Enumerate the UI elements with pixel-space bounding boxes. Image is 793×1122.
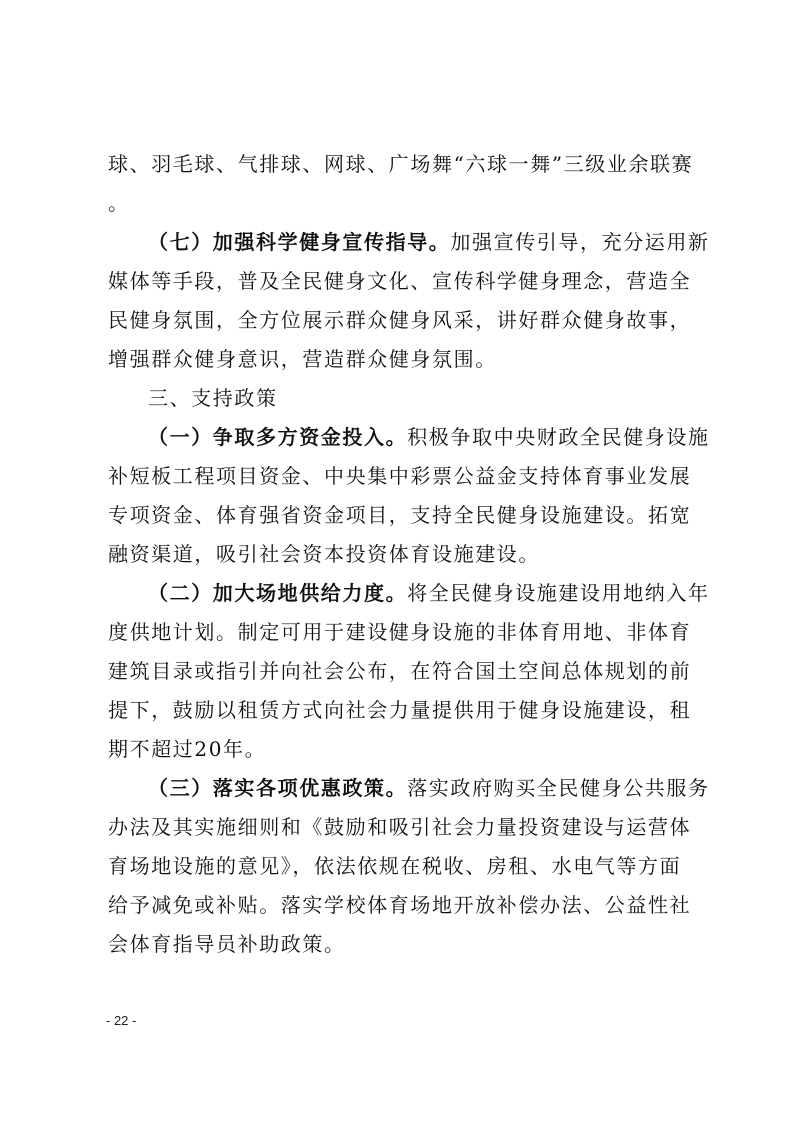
- paragraph-three-first-line: [148, 772, 710, 804]
- text-line: 媒体等手段，普及全民健身文化、宣传科学健身理念，营造全: [108, 269, 692, 293]
- text-line: 补短板工程项目资金、中央集中彩票公益金支持体育事业发展: [108, 464, 692, 488]
- text-line: 球、羽毛球、气排球、网球、广场舞“六球一舞”三级业余联赛: [108, 152, 694, 176]
- paragraph-two-first-line: [148, 577, 710, 609]
- text-line: 积极争取中央财政全民健身设施: [407, 425, 710, 449]
- text-line: 度供地计划。制定可用于建设健身设施的非体育用地、非体育: [108, 620, 692, 644]
- text-line: 加强宣传引导，充分运用新: [450, 230, 710, 254]
- text-line: 期不超过20年。: [108, 737, 267, 761]
- page-number: - 22 -: [106, 1013, 137, 1028]
- section-heading-two: （二）加大场地供给力度。: [148, 581, 408, 605]
- text-line: 。: [108, 191, 130, 215]
- paragraph-one-first-line: [148, 421, 710, 453]
- text-line: 给予减免或补贴。落实学校体育场地开放补偿办法、公益性社: [108, 893, 692, 917]
- section-title-support-policies: 三、支持政策: [148, 386, 278, 410]
- paragraph-seven-first-line: [148, 226, 710, 258]
- text-line: 育场地设施的意见》，依法依规在税收、房租、水电气等方面: [108, 854, 682, 878]
- text-line: 建筑目录或指引并向社会公布，在符合国土空间总体规划的前: [108, 659, 692, 683]
- text-line: 专项资金、体育强省资金项目，支持全民健身设施建设。拓宽: [108, 503, 692, 527]
- text-line: 落实政府购买全民健身公共服务: [407, 776, 710, 800]
- text-line: 融资渠道，吸引社会资本投资体育设施建设。: [108, 542, 540, 566]
- text-line: 将全民健身设施建设用地纳入年: [407, 581, 710, 605]
- text-line: 增强群众健身意识，营造群众健身氛围。: [108, 347, 497, 371]
- section-heading-seven: （七）加强科学健身宣传指导。: [148, 230, 451, 254]
- text-line: 提下，鼓励以租赁方式向社会力量提供用于健身设施建设，租: [108, 698, 692, 722]
- section-heading-one: （一）争取多方资金投入。: [148, 425, 408, 449]
- text-line: 办法及其实施细则和《鼓励和吸引社会力量投资建设与运营体: [108, 815, 692, 839]
- text-line: 民健身氛围，全方位展示群众健身风采，讲好群众健身故事，: [108, 308, 692, 332]
- text-line: 会体育指导员补助政策。: [108, 932, 346, 956]
- section-heading-three: （三）落实各项优惠政策。: [148, 776, 408, 800]
